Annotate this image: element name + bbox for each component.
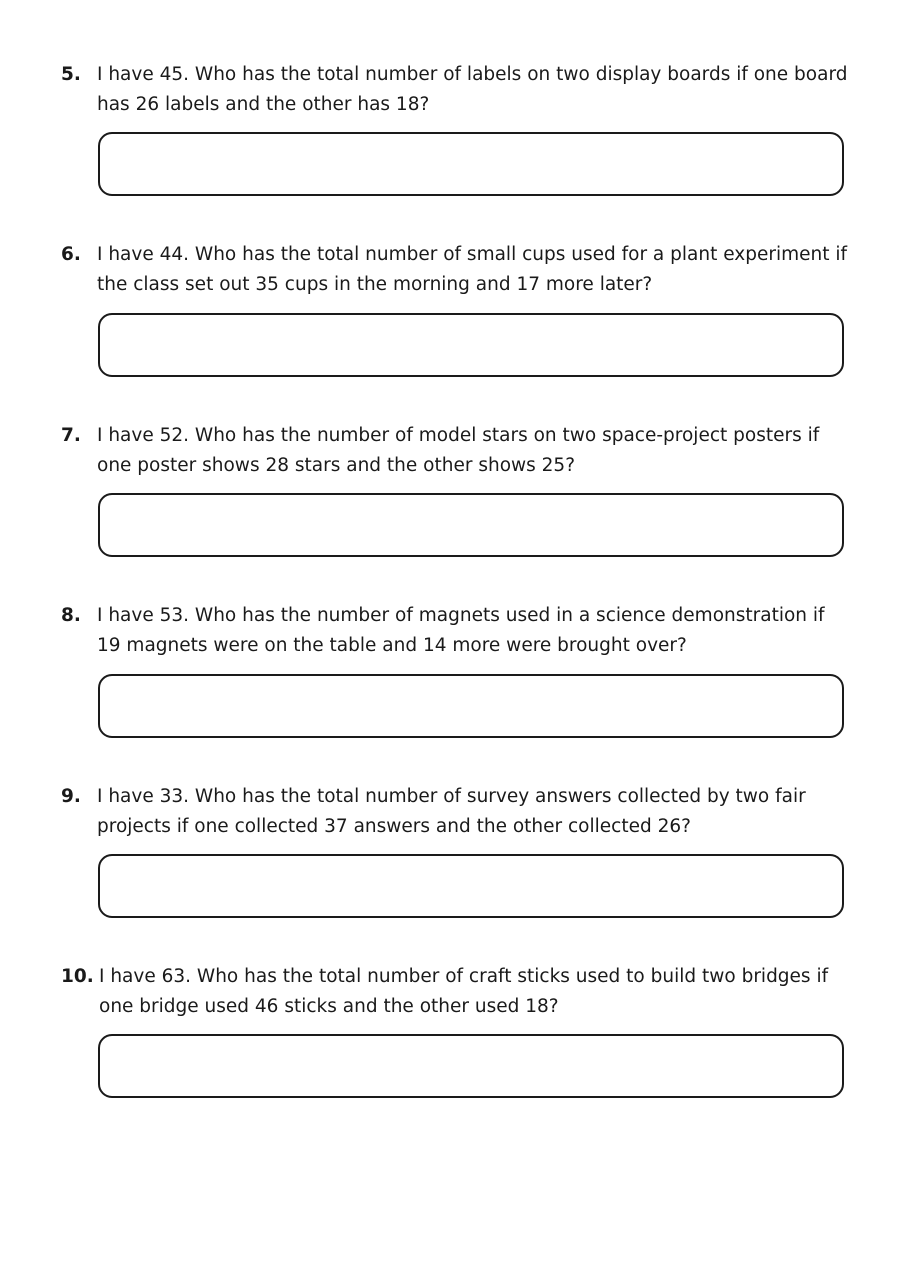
answer-box[interactable] [98, 674, 844, 738]
answer-box[interactable] [98, 854, 844, 918]
question-text: I have 44. Who has the total number of small cups used for a plant experiment if the class set out 35 cups in the morning and 17 more later? [97, 244, 848, 295]
question-number: 6. [61, 244, 81, 265]
answer-box[interactable] [98, 132, 844, 196]
question-row [61, 601, 851, 660]
question-text: I have 45. Who has the total number of labels on two display boards if one board has 26 labels and the other has 18? [97, 64, 848, 115]
question-text: I have 33. Who has the total number of survey answers collected by two fair projects if one collected 37 answers and the other collected 26? [97, 786, 806, 837]
question-text: I have 52. Who has the number of model stars on two space-project posters if one poster shows 28 stars and the other shows 25? [97, 425, 820, 476]
answer-box[interactable] [98, 313, 844, 377]
question-number: 5. [61, 64, 81, 85]
question-number: 9. [61, 786, 81, 807]
question-text: I have 63. Who has the total number of craft sticks used to build two bridges if one bridge used 46 sticks and the other used 18? [99, 966, 829, 1017]
question-row [61, 60, 851, 119]
question-text: I have 53. Who has the number of magnets used in a science demonstration if 19 magnets were on the table and 14 more were brought over? [97, 605, 825, 656]
question-number: 7. [61, 425, 81, 446]
answer-box[interactable] [98, 1034, 844, 1098]
answer-box[interactable] [98, 493, 844, 557]
question-row [61, 421, 851, 480]
question-number: 8. [61, 605, 81, 626]
question-row [61, 782, 851, 841]
question-row [61, 962, 851, 1021]
question-row [61, 240, 851, 299]
question-number: 10. [61, 966, 94, 987]
